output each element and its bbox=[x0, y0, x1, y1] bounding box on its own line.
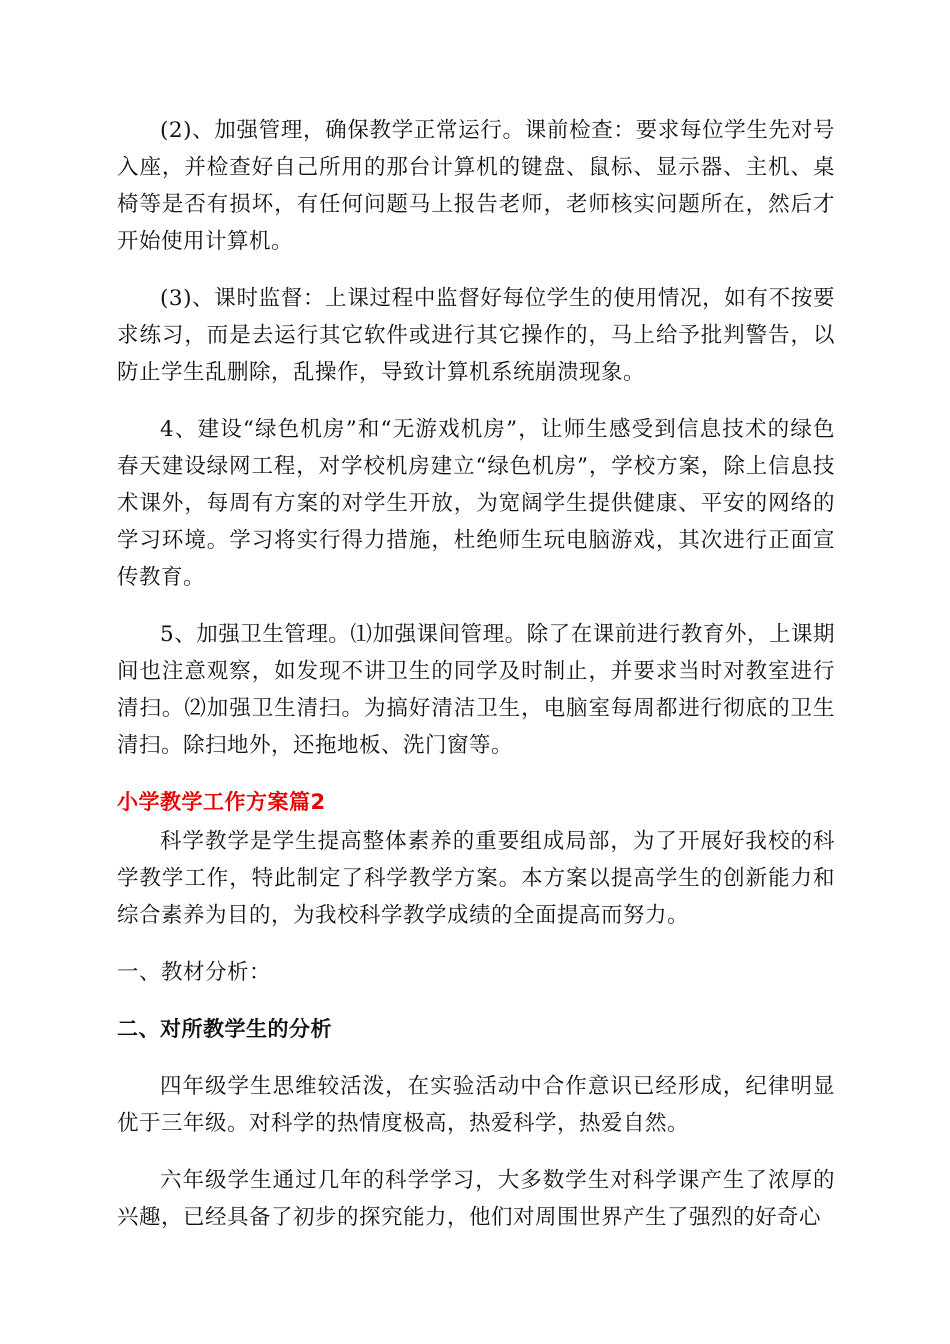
heading-textbook-analysis: 一、教材分析： bbox=[117, 960, 272, 985]
paragraph-lesson-supervision: (3)、课时监督：上课过程中监督好每位学生的使用情况，如有不按要求练习，而是去运行其它软件或进行其它操作的，马上给予批判警告，以防止学生乱删除，乱操作，导致计算机系统崩溃现象。 bbox=[117, 286, 835, 385]
paragraph-grade-six: 六年级学生通过几年的科学学习，大多数学生对科学课产生了浓厚的兴趣，已经具备了初步的探究能力，他们对周围世界产生了强烈的好奇心 bbox=[117, 1168, 835, 1230]
paragraph-science-intro: 科学教学是学生提高整体素养的重要组成局部，为了开展好我校的科学教学工作，特此制定了科学教学方案。本方案以提高学生的创新能力和综合素养为目的，为我校科学教学成绩的全面提高而努力。 bbox=[117, 829, 835, 928]
heading-student-analysis: 二、对所教学生的分析 bbox=[117, 1017, 332, 1041]
paragraph-grade-four: 四年级学生思维较活泼，在实验活动中合作意识已经形成，纪律明显优于三年级。对科学的热情度极高，热爱科学，热爱自然。 bbox=[117, 1074, 835, 1136]
paragraph-classroom-management: (2)、加强管理，确保教学正常运行。课前检查：要求每位学生先对号入座，并检查好自己所用的那台计算机的键盘、鼠标、显示器、主机、桌椅等是否有损坏，有任何问题马上报告老师，老师核实问题所在，然后才开始使用计算机。 bbox=[117, 118, 835, 254]
paragraph-green-computer-room: 4、建设“绿色机房”和“无游戏机房”，让师生感受到信息技术的绿色春天建设绿网工程，对学校机房建立“绿色机房”，学校方案，除上信息技术课外，每周有方案的对学生开放，为宽阔学生提供健康、平安的网络的学习环境。学习将实行得力措施，杜绝师生玩电脑游戏，其次进行正面宣传教育。 bbox=[117, 417, 835, 590]
paragraph-hygiene-management: 5、加强卫生管理。⑴加强课间管理。除了在课前进行教育外，上课期间也注意观察，如发现不讲卫生的同学及时制止，并要求当时对教室进行清扫。⑵加强卫生清扫。为搞好清洁卫生，电脑室每周都进行彻底的卫生清扫。除扫地外，还拖地板、洗门窗等。 bbox=[117, 622, 835, 758]
document-page bbox=[117, 112, 835, 1256]
section-title: 小学教学工作方案篇2 bbox=[117, 790, 326, 814]
